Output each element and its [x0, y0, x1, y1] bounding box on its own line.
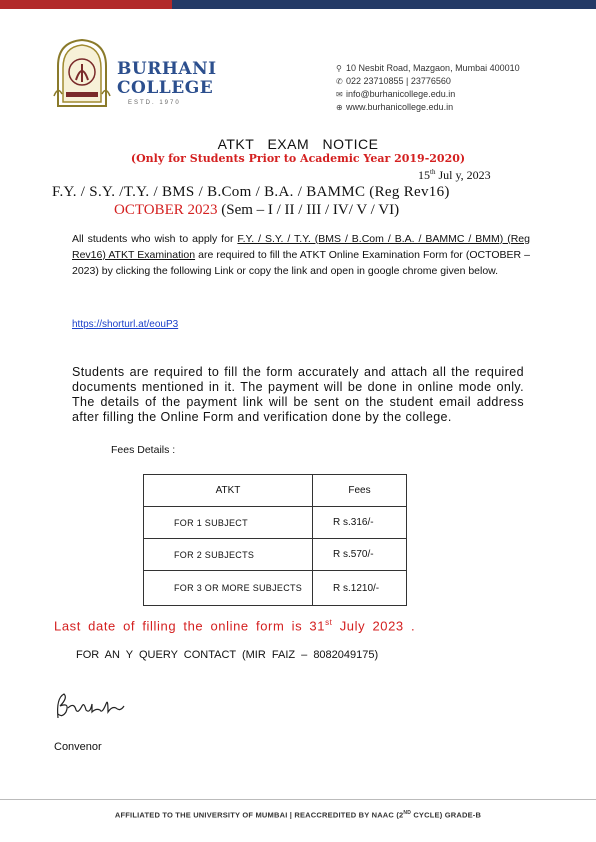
query-contact: FOR AN Y QUERY CONTACT (MIR FAIZ – 8082049175) [76, 649, 379, 661]
instructions-paragraph [72, 231, 530, 279]
last-date-month: July 2023 . [332, 618, 416, 634]
globe-icon: ⊕ [336, 103, 343, 112]
website-text[interactable]: www.burhanicollege.edu.in [346, 102, 454, 112]
para1-intro: All students who wish to apply for [72, 233, 238, 245]
row-subject: FOR 1 SUBJECT [144, 507, 313, 539]
affiliation-sup: ND [403, 810, 412, 816]
header-atkt: ATKT [144, 475, 313, 507]
email-icon: ✉ [336, 90, 343, 99]
form-link[interactable]: https://shorturl.at/eouP3 [72, 319, 179, 330]
last-date-text: Last date of filling the online form is 31 [54, 618, 326, 634]
college-logo [52, 36, 112, 110]
notice-title: ATKT EXAM NOTICE [217, 136, 379, 152]
signature [54, 688, 134, 724]
location-pin-icon: ⚲ [336, 64, 342, 73]
contact-block [336, 62, 520, 114]
para1-rest: are required to fill the ATKT Online Examination Form for (OCTOBER – 2023) by clicking the following Link or copy the link and open in google chrome given below. [72, 249, 530, 277]
row-subject: FOR 2 SUBJECTS [144, 539, 313, 571]
top-bar-blue [172, 0, 596, 9]
para1-course-underlined: F.Y. / S.Y. / T.Y. (BMS / B.Com / B.A. / BAMMC / BMM) (Reg Rev16) ATKT Examination [72, 233, 530, 261]
semester-line [114, 202, 399, 219]
address-text: 10 Nesbit Road, Mazgaon, Mumbai 400010 [346, 63, 520, 73]
phone-text: 022 23710855 | 23776560 [346, 76, 451, 86]
date-rest: Jul y, 2023 [435, 168, 491, 182]
affiliation-grade: CYCLE) GRADE-B [411, 810, 482, 820]
college-name-line2: COLLEGE [117, 78, 214, 98]
phone-icon: ✆ [336, 77, 343, 86]
row-fee: R s.570/- [313, 539, 407, 571]
table-row [144, 571, 407, 606]
last-date-notice [54, 618, 415, 633]
affiliation-footer [0, 810, 596, 820]
payment-paragraph: Students are required to fill the form accurately and attach all the required documents mentioned in it. The payment will be done in online mode only. The details of the payment link will be sent on the student email address after filling the Online Form and verification done by the college. [72, 365, 524, 424]
courses-line: F.Y. / S.Y. /T.Y. / BMS / B.Com / B.A. / BAMMC (Reg Rev16) [52, 184, 450, 200]
date-day: 15 [418, 168, 430, 182]
row-subject: FOR 3 OR MORE SUBJECTS [144, 571, 313, 606]
top-bar-red [0, 0, 172, 9]
table-header-row [144, 475, 407, 507]
date-suffix: th [430, 168, 436, 176]
semester-list: (Sem – I / II / III / IV/ V / VI) [217, 202, 400, 218]
email-text[interactable]: info@burhanicollege.edu.in [346, 89, 456, 99]
row-fee: R s.316/- [313, 507, 407, 539]
footer-divider [0, 799, 596, 800]
notice-date [418, 168, 491, 183]
affiliation-text: AFFILIATED TO THE UNIVERSITY OF MUMBAI | REACCREDITED BY NAAC (2 [114, 810, 404, 820]
table-row [144, 539, 407, 571]
college-name [117, 60, 217, 98]
notice-subtitle: (Only for Students Prior to Academic Year 2019-2020) [130, 152, 466, 165]
row-fee: R s.1210/- [313, 571, 407, 606]
exam-session: OCTOBER 2023 [114, 202, 218, 218]
fees-details-label: Fees Details : [111, 444, 176, 456]
convenor-label: Convenor [54, 741, 102, 753]
established-year: ESTD. 1970 [128, 100, 181, 106]
header-fees: Fees [313, 475, 407, 507]
last-date-suffix: st [325, 618, 333, 627]
fees-table [143, 474, 407, 606]
college-name-line1: BURHANI [117, 59, 217, 79]
table-row [144, 507, 407, 539]
